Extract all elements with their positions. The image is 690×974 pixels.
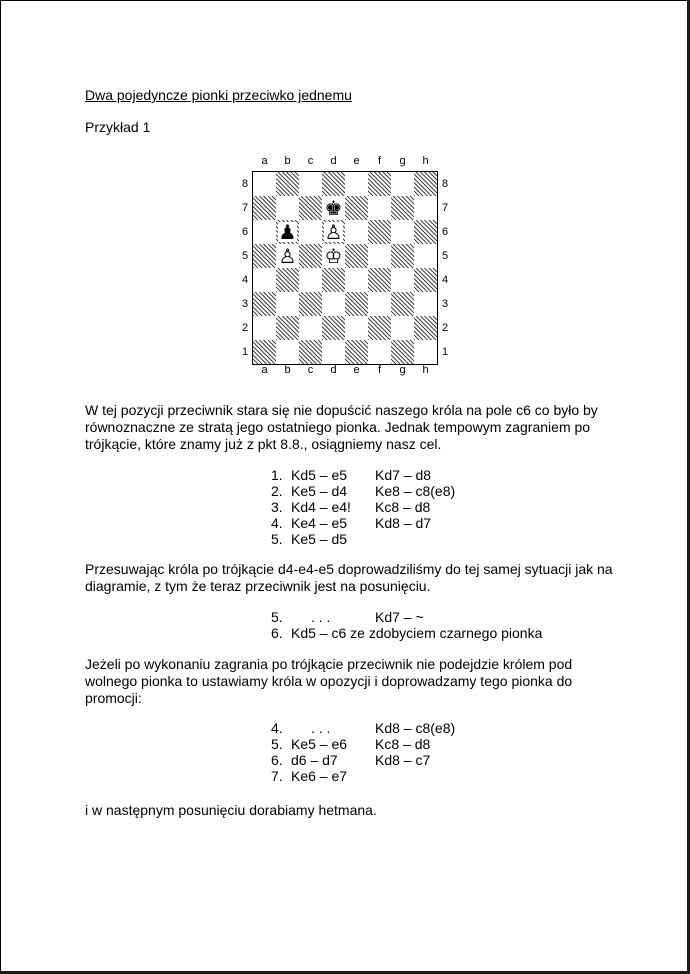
white-move: Kd5 – c6 ze zdobyciem czarnego pionka	[291, 625, 543, 641]
white-move: Kd5 – e5	[291, 467, 348, 483]
file-label-bottom: c	[307, 364, 314, 376]
chess-board	[252, 171, 438, 365]
square-c7	[299, 196, 322, 220]
move-number: 6.	[271, 625, 283, 641]
file-label-bottom: f	[377, 364, 382, 376]
square-g5	[391, 244, 414, 268]
square-c2	[299, 316, 322, 340]
square-h6	[414, 220, 437, 244]
square-g4	[391, 268, 414, 292]
file-label-top: h	[422, 155, 429, 167]
move-number: 5.	[271, 736, 283, 752]
square-e1	[345, 340, 368, 364]
rank-label-left: 8	[241, 178, 249, 190]
rank-label-left: 6	[241, 226, 249, 238]
move-number: 2.	[271, 483, 283, 499]
square-a8	[253, 172, 276, 196]
square-a3	[253, 292, 276, 316]
white-move: Ke5 – d5	[291, 531, 348, 547]
square-d8	[322, 172, 345, 196]
square-f8	[368, 172, 391, 196]
square-c3	[299, 292, 322, 316]
square-b7	[276, 196, 299, 220]
file-label-top: b	[284, 155, 291, 167]
square-e8	[345, 172, 368, 196]
square-f6	[368, 220, 391, 244]
white-move: Ke5 – d4	[291, 483, 348, 499]
square-a5	[253, 244, 276, 268]
square-d5	[322, 244, 345, 268]
square-b2	[276, 316, 299, 340]
square-e4	[345, 268, 368, 292]
move-number: 4.	[271, 720, 283, 736]
black-move: Kc8 – d8	[375, 499, 431, 515]
black-move: Kd8 – c8(e8)	[375, 720, 456, 736]
file-label-top: e	[353, 155, 360, 167]
white-move: Ke6 – e7	[291, 768, 348, 784]
move-number: 4.	[271, 515, 283, 531]
paragraph-3: Jeżeli po wykonaniu zagrania po trójkącie przeciwnik nie podejdzie królem pod wolnego pionka to ustawiamy króla w opozycji i doprowadzamy tego pionka do promocji:	[85, 656, 573, 706]
file-label-top: d	[330, 155, 337, 167]
black-pawn-icon: ♟	[278, 220, 297, 244]
square-d3	[322, 292, 345, 316]
square-h3	[414, 292, 437, 316]
square-b4	[276, 268, 299, 292]
file-label-top: a	[261, 155, 268, 167]
move-number: 6.	[271, 752, 283, 768]
rank-label-right: 8	[441, 178, 449, 190]
white-king-icon: ♔	[324, 244, 343, 268]
square-e7	[345, 196, 368, 220]
square-g2	[391, 316, 414, 340]
square-e6	[345, 220, 368, 244]
file-label-bottom: g	[399, 364, 406, 376]
file-label-top: c	[307, 155, 314, 167]
rank-label-right: 6	[441, 226, 449, 238]
move-number: 7.	[271, 768, 283, 784]
square-g3	[391, 292, 414, 316]
square-f5	[368, 244, 391, 268]
file-label-top: g	[399, 155, 406, 167]
square-a2	[253, 316, 276, 340]
rank-label-right: 7	[441, 202, 449, 214]
square-c8	[299, 172, 322, 196]
square-b3	[276, 292, 299, 316]
rank-label-right: 1	[441, 346, 449, 358]
rank-label-right: 3	[441, 298, 449, 310]
square-b8	[276, 172, 299, 196]
square-e2	[345, 316, 368, 340]
rank-label-right: 2	[441, 322, 449, 334]
white-move: Ke5 – e6	[291, 736, 348, 752]
white-move: . . .	[311, 720, 331, 736]
square-e5	[345, 244, 368, 268]
square-f2	[368, 316, 391, 340]
file-label-bottom: b	[284, 364, 291, 376]
square-d7	[322, 196, 345, 220]
black-move: Kd8 – c7	[375, 752, 431, 768]
paragraph-2: Przesuwając króla po trójkącie d4-e4-e5 doprowadziliśmy do tej samej sytuacji jak na diagramie, z tym że teraz przeciwnik jest na posunięciu.	[85, 561, 613, 594]
square-d4	[322, 268, 345, 292]
square-f1	[368, 340, 391, 364]
file-label-bottom: h	[422, 364, 429, 376]
rank-label-right: 4	[441, 274, 449, 286]
black-king-icon: ♚	[324, 196, 343, 220]
square-h8	[414, 172, 437, 196]
move-number: 5.	[271, 609, 283, 625]
square-g8	[391, 172, 414, 196]
square-f7	[368, 196, 391, 220]
square-c5	[299, 244, 322, 268]
file-label-bottom: d	[330, 364, 337, 376]
rank-label-left: 1	[241, 346, 249, 358]
square-a4	[253, 268, 276, 292]
black-move: Kd7 – ~	[375, 609, 424, 625]
square-g1	[391, 340, 414, 364]
white-move: d6 – d7	[291, 752, 338, 768]
square-h5	[414, 244, 437, 268]
example-label: Przykład 1	[85, 119, 151, 135]
black-move: Kd7 – d8	[375, 467, 432, 483]
rank-label-right: 5	[441, 250, 449, 262]
black-move: Kd8 – d7	[375, 515, 432, 531]
rank-label-left: 4	[241, 274, 249, 286]
black-move: Kc8 – d8	[375, 736, 431, 752]
white-move: Kd4 – e4!	[291, 499, 351, 515]
square-e3	[345, 292, 368, 316]
square-c4	[299, 268, 322, 292]
white-move: Ke4 – e5	[291, 515, 348, 531]
square-f3	[368, 292, 391, 316]
rank-label-left: 2	[241, 322, 249, 334]
square-g7	[391, 196, 414, 220]
rank-label-left: 5	[241, 250, 249, 262]
square-h4	[414, 268, 437, 292]
square-a7	[253, 196, 276, 220]
rank-label-left: 7	[241, 202, 249, 214]
square-d1	[322, 340, 345, 364]
square-d2	[322, 316, 345, 340]
square-g6	[391, 220, 414, 244]
black-move: Ke8 – c8(e8)	[375, 483, 456, 499]
white-pawn-icon: ♙	[324, 220, 343, 244]
square-h2	[414, 316, 437, 340]
move-number: 1.	[271, 467, 283, 483]
square-a1	[253, 340, 276, 364]
section-title: Dwa pojedyncze pionki przeciwko jednemu	[85, 87, 352, 103]
file-label-bottom: a	[261, 364, 268, 376]
square-b1	[276, 340, 299, 364]
square-c1	[299, 340, 322, 364]
file-label-bottom: e	[353, 364, 360, 376]
closing-sentence: i w następnym posunięciu dorabiamy hetmana.	[85, 802, 377, 818]
square-a6	[253, 220, 276, 244]
white-pawn-icon: ♙	[278, 244, 297, 268]
move-number: 3.	[271, 499, 283, 515]
square-c6	[299, 220, 322, 244]
square-d6	[322, 220, 345, 244]
file-label-top: f	[377, 155, 382, 167]
paragraph-1: W tej pozycji przeciwnik stara się nie dopuścić naszego króla na pole c6 co było by równoznaczne ze stratą jego ostatniego pionka. Jednak tempowym zagraniem po trójkącie, które znamy już z pkt 8.8., osiągniemy nasz cel.	[85, 402, 598, 452]
square-f4	[368, 268, 391, 292]
square-b5	[276, 244, 299, 268]
square-h7	[414, 196, 437, 220]
square-b6	[276, 220, 299, 244]
white-move: . . .	[311, 609, 331, 625]
rank-label-left: 3	[241, 298, 249, 310]
square-h1	[414, 340, 437, 364]
move-number: 5.	[271, 531, 283, 547]
